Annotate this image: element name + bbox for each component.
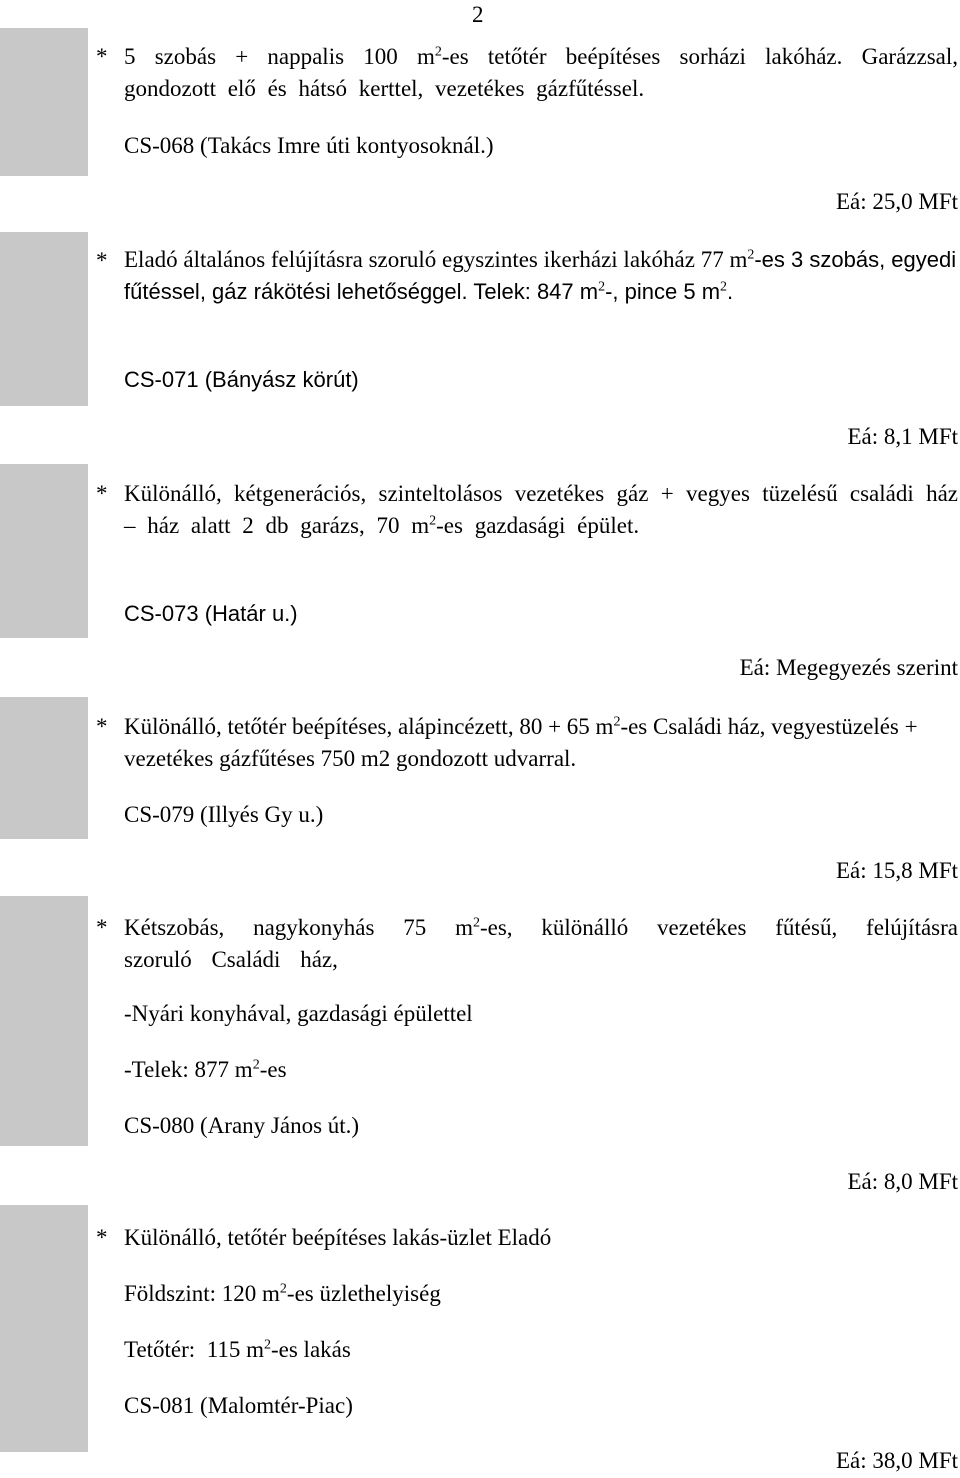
sidebar-bar	[0, 464, 88, 638]
listing-description: 5 szobás + nappalis 100 $m^2-es$ tetőtér beépítéses sorházi lakóház. Garázzsal, gondozott elő és hátsó kerttel, vezetékes gázfűtéssel.	[124, 44, 958, 101]
sidebar-bar	[0, 1205, 88, 1452]
bullet-star: *	[96, 1225, 108, 1250]
listing-description: Különálló, tetőtér beépítéses lakás-üzlet Eladó	[124, 1225, 552, 1250]
listing-code: CS-080 (Arany János út.)	[124, 1113, 360, 1138]
sidebar-bar	[0, 28, 88, 176]
bullet-star: *	[96, 481, 108, 506]
listing-code: CS-081 (Malomtér-Piac)	[124, 1393, 353, 1418]
sidebar-bar	[0, 896, 88, 1146]
listing-description: Különálló, kétgenerációs, szinteltolásos vezetékes gáz + vegyes tüzelésű családi ház – ház alatt 2 db garázs, 70 $m^2-es$ gazdasági épület.	[124, 481, 958, 538]
listing-price: Eá: 15,8 MFt	[835, 858, 958, 883]
listing-price: Eá: 8,0 MFt	[847, 1169, 958, 1194]
bullet-star: *	[96, 248, 108, 273]
bullet-star: *	[96, 915, 108, 940]
listing-price: Eá: 38,0 MFt	[835, 1448, 958, 1473]
bullet-star: *	[96, 714, 108, 739]
listing-description: Különálló, tetőtér beépítéses, alápincézett, 80 + 65 $m^2-es$ Családi ház, vegyestüzelés + vezetékes gázfűtéses 750 m2 gondozott udvarral.	[124, 714, 918, 771]
listing-detail: -Telek: 877 $m^2-es$	[124, 1057, 287, 1082]
listing-description: Kétszobás, nagykonyhás 75 $m^2-es$, különálló vezetékes fűtésű, felújításra szoruló Családi ház,	[124, 915, 958, 972]
listing-price: Eá: Megegyezés szerint	[739, 655, 958, 680]
listing-code: CS-079 (Illyés Gy u.)	[124, 802, 324, 827]
page-number: 2	[472, 2, 484, 27]
bullet-star: *	[96, 44, 108, 69]
sidebar-bar	[0, 232, 88, 406]
sidebar-bar	[0, 697, 88, 839]
listing-price: Eá: 8,1 MFt	[847, 424, 958, 449]
listing-detail: Földszint: 120 $m^2-es$ üzlethelyiség	[124, 1281, 441, 1306]
listing-price: Eá: 25,0 MFt	[835, 189, 958, 214]
listing-description: Eladó általános felújításra szoruló egyszintes ikerházi lakóház 77 $m^2-es$ 3 szobás, egyedi fűtéssel, gáz rákötési lehetőséggel. Telek: 847 $m^2-$, pince 5 $m^2$.	[124, 247, 957, 304]
listing-detail: -Nyári konyhával, gazdasági épülettel	[124, 1001, 473, 1026]
listing-code: CS-073 (Határ u.)	[124, 601, 298, 626]
listing-detail: Tetőtér: 115 $m^2-es$ lakás	[124, 1337, 351, 1362]
listing-code: CS-068 (Takács Imre úti kontyosoknál.)	[124, 133, 494, 158]
listing-code: CS-071 (Bányász körút)	[124, 367, 359, 392]
